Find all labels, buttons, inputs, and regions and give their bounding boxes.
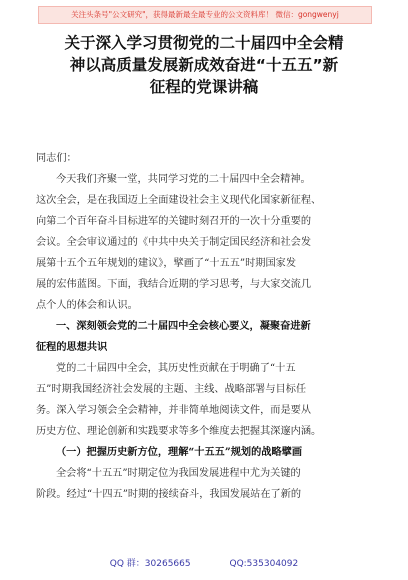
title-line: 征程的党课讲稿 [149, 78, 259, 96]
section-heading: 征程的思想共识 [36, 342, 108, 353]
title-line: 关于深入学习贯彻党的二十届四中全会精 [64, 34, 344, 52]
paragraph-line: 务。深入学习领会全会精神，并非简单地阅读文件，而是要从 [36, 405, 312, 416]
paragraph-line: 点个人的体会和认识。 [36, 300, 138, 311]
paragraph-line: 向第二个百年奋斗目标进军的关键时刻召开的一次十分重要的 [36, 216, 312, 227]
section-heading: 一、深刻领会党的二十届四中全会核心要义，凝聚奋进新 [56, 321, 311, 332]
salutation: 同志们： [36, 153, 77, 164]
paragraph-line: 今天我们齐聚一堂，共同学习党的二十届四中全会精神。 [56, 174, 311, 185]
paragraph-line: 党的二十届四中全会，其历史性贡献在于明确了“十五 [56, 363, 296, 374]
document-body [36, 148, 376, 505]
paragraph-line: 历史方位、理论创新和实践要求等多个维度去把握其深邃内涵。 [36, 426, 322, 437]
qq-number: QQ:535304092 [229, 559, 299, 569]
subsection-heading: （一）把握历史新方位，理解“十五五”规划的战略擘画 [56, 446, 303, 458]
paragraph-line: 展第十五个五年规划的建议》，擘画了“十五五”时期国家发 [36, 258, 297, 269]
paragraph-line: 五”时期我国经济社会发展的主题、主线、战略部署与目标任 [36, 384, 307, 395]
qq-group-number: QQ 群：30265665 [109, 559, 191, 569]
paragraph-line: 全会将“十五五”时期定位为我国发展进程中尤为关键的 [56, 468, 301, 479]
page-footer [0, 556, 408, 569]
paragraph-line: 会议。全会审议通过的《中共中央关于制定国民经济和社会发 [36, 237, 312, 248]
paragraph-line: 阶段。经过“十四五”时期的接续奋斗，我国发展站在了新的 [36, 489, 302, 500]
header-banner: 关注头条号"公文研究"，获得最新最全最专业的公文资料库！ 微信：gongwenyj [38, 6, 372, 24]
paragraph-line: 展的宏伟蓝图。下面，我结合近期的学习思考，与大家交流几 [36, 279, 312, 290]
document-title [36, 32, 372, 98]
paragraph-line: 这次全会，是在我国迈上全面建设社会主义现代化国家新征程、 [36, 195, 322, 206]
title-line: 神以高质量发展新成效奋进“十五五”新 [69, 56, 339, 74]
